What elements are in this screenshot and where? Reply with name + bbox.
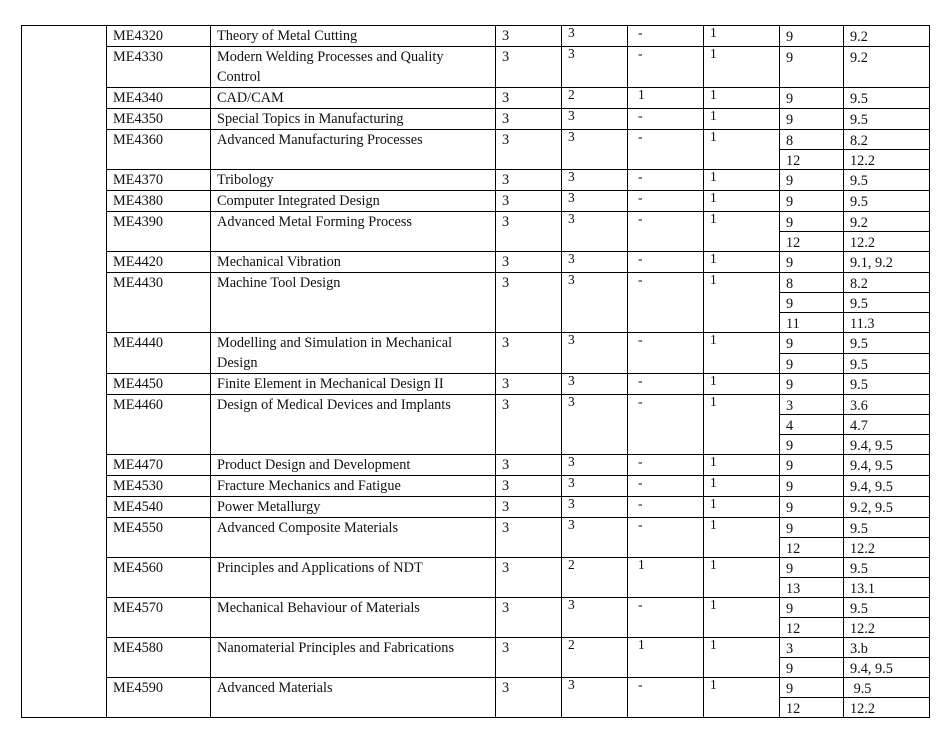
- outcome-cell: 12: [780, 538, 844, 558]
- table-row: [22, 497, 930, 518]
- course-title-cell: Fracture Mechanics and Fatigue: [211, 476, 496, 497]
- indicator-cell: 9.5: [844, 88, 930, 109]
- credits-cell: 3: [496, 598, 562, 638]
- outcome-cell: 12: [780, 698, 844, 718]
- course-code-cell: ME4320: [107, 26, 211, 47]
- course-title-cell: Product Design and Development: [211, 455, 496, 476]
- course-title-cell: Advanced Metal Forming Process: [211, 212, 496, 252]
- leading-blank-cell: [22, 26, 107, 718]
- course-code-cell: ME4390: [107, 212, 211, 252]
- lecture-hours-cell: 3: [562, 395, 628, 455]
- lecture-hours-cell: 2: [562, 638, 628, 678]
- course-code-cell: ME4590: [107, 678, 211, 718]
- course-code-cell: ME4360: [107, 130, 211, 170]
- tutorial-hours-cell: -: [628, 333, 704, 374]
- table-row: [22, 518, 930, 538]
- credits-cell: 3: [496, 26, 562, 47]
- tutorial-hours-cell: -: [628, 374, 704, 395]
- table-row: [22, 170, 930, 191]
- indicator-cell: 3.b: [844, 638, 930, 658]
- credits-cell: 3: [496, 395, 562, 455]
- indicator-cell: 4.7: [844, 415, 930, 435]
- outcome-cell: 9: [780, 252, 844, 273]
- indicator-cell: 9.5: [844, 170, 930, 191]
- practical-hours-cell: 1: [704, 333, 780, 374]
- practical-hours-cell: 1: [704, 678, 780, 718]
- indicator-cell: 9.2, 9.5: [844, 497, 930, 518]
- outcome-cell: 9: [780, 598, 844, 618]
- indicator-cell: 11.3: [844, 313, 930, 333]
- credits-cell: 3: [496, 455, 562, 476]
- course-code-cell: ME4570: [107, 598, 211, 638]
- table-row: [22, 374, 930, 395]
- outcome-cell: 12: [780, 150, 844, 170]
- credits-cell: 3: [496, 47, 562, 88]
- outcome-cell: 8: [780, 130, 844, 150]
- course-title-cell: Advanced Composite Materials: [211, 518, 496, 558]
- practical-hours-cell: 1: [704, 455, 780, 476]
- tutorial-hours-cell: -: [628, 130, 704, 170]
- credits-cell: 3: [496, 130, 562, 170]
- practical-hours-cell: 1: [704, 88, 780, 109]
- indicator-cell: 9.2: [844, 47, 930, 88]
- lecture-hours-cell: 3: [562, 273, 628, 333]
- outcome-cell: 9: [780, 47, 844, 88]
- course-title-cell: Nanomaterial Principles and Fabrications: [211, 638, 496, 678]
- outcome-cell: 12: [780, 232, 844, 252]
- table-row: [22, 476, 930, 497]
- lecture-hours-cell: 3: [562, 455, 628, 476]
- lecture-hours-cell: 3: [562, 170, 628, 191]
- tutorial-hours-cell: -: [628, 26, 704, 47]
- table-row: [22, 47, 930, 88]
- course-code-cell: ME4540: [107, 497, 211, 518]
- indicator-cell: 12.2: [844, 150, 930, 170]
- course-title-cell: Principles and Applications of NDT: [211, 558, 496, 598]
- outcome-cell: 4: [780, 415, 844, 435]
- indicator-cell: 9.2: [844, 212, 930, 232]
- course-code-cell: ME4450: [107, 374, 211, 395]
- table-row: [22, 395, 930, 415]
- credits-cell: 3: [496, 558, 562, 598]
- course-title-cell: Power Metallurgy: [211, 497, 496, 518]
- outcome-cell: 9: [780, 374, 844, 395]
- credits-cell: 3: [496, 273, 562, 333]
- credits-cell: 3: [496, 678, 562, 718]
- practical-hours-cell: 1: [704, 476, 780, 497]
- tutorial-hours-cell: -: [628, 47, 704, 88]
- table-row: [22, 88, 930, 109]
- practical-hours-cell: 1: [704, 26, 780, 47]
- practical-hours-cell: 1: [704, 212, 780, 252]
- course-code-cell: ME4330: [107, 47, 211, 88]
- course-code-cell: ME4560: [107, 558, 211, 598]
- course-title-cell: CAD/CAM: [211, 88, 496, 109]
- lecture-hours-cell: 3: [562, 109, 628, 130]
- indicator-cell: 9.5: [844, 518, 930, 538]
- credits-cell: 3: [496, 252, 562, 273]
- lecture-hours-cell: 3: [562, 678, 628, 718]
- tutorial-hours-cell: -: [628, 518, 704, 558]
- tutorial-hours-cell: -: [628, 273, 704, 333]
- course-title-cell: Special Topics in Manufacturing: [211, 109, 496, 130]
- lecture-hours-cell: 3: [562, 130, 628, 170]
- credits-cell: 3: [496, 109, 562, 130]
- credits-cell: 3: [496, 88, 562, 109]
- course-code-cell: ME4370: [107, 170, 211, 191]
- outcome-cell: 13: [780, 578, 844, 598]
- outcome-cell: 9: [780, 658, 844, 678]
- table-row: [22, 191, 930, 212]
- outcome-cell: 9: [780, 353, 844, 374]
- indicator-cell: 12.2: [844, 232, 930, 252]
- course-title-cell: Design of Medical Devices and Implants: [211, 395, 496, 455]
- lecture-hours-cell: 2: [562, 88, 628, 109]
- tutorial-hours-cell: -: [628, 170, 704, 191]
- table-row: [22, 598, 930, 618]
- practical-hours-cell: 1: [704, 109, 780, 130]
- tutorial-hours-cell: -: [628, 455, 704, 476]
- practical-hours-cell: 1: [704, 130, 780, 170]
- practical-hours-cell: 1: [704, 518, 780, 558]
- lecture-hours-cell: 3: [562, 497, 628, 518]
- indicator-cell: 9.4, 9.5: [844, 455, 930, 476]
- indicator-cell: 9.5: [844, 109, 930, 130]
- credits-cell: 3: [496, 333, 562, 374]
- practical-hours-cell: 1: [704, 395, 780, 455]
- tutorial-hours-cell: 1: [628, 88, 704, 109]
- tutorial-hours-cell: -: [628, 109, 704, 130]
- credits-cell: 3: [496, 476, 562, 497]
- indicator-cell: 9.4, 9.5: [844, 658, 930, 678]
- course-code-cell: ME4420: [107, 252, 211, 273]
- indicator-cell: 9.4, 9.5: [844, 435, 930, 455]
- credits-cell: 3: [496, 170, 562, 191]
- lecture-hours-cell: 3: [562, 476, 628, 497]
- tutorial-hours-cell: 1: [628, 558, 704, 598]
- course-title-cell: Mechanical Behaviour of Materials: [211, 598, 496, 638]
- indicator-cell: 3.6: [844, 395, 930, 415]
- indicator-cell: 8.2: [844, 273, 930, 293]
- lecture-hours-cell: 2: [562, 558, 628, 598]
- indicator-cell: 9.5: [844, 191, 930, 212]
- lecture-hours-cell: 3: [562, 191, 628, 212]
- table-row: [22, 638, 930, 658]
- course-code-cell: ME4460: [107, 395, 211, 455]
- outcome-cell: 12: [780, 618, 844, 638]
- course-table: [21, 25, 930, 718]
- practical-hours-cell: 1: [704, 598, 780, 638]
- outcome-cell: 9: [780, 678, 844, 698]
- tutorial-hours-cell: -: [628, 476, 704, 497]
- credits-cell: 3: [496, 191, 562, 212]
- outcome-cell: 9: [780, 435, 844, 455]
- outcome-cell: 9: [780, 497, 844, 518]
- tutorial-hours-cell: -: [628, 191, 704, 212]
- lecture-hours-cell: 3: [562, 374, 628, 395]
- course-title-cell: Modern Welding Processes and Quality Control: [211, 47, 496, 88]
- outcome-cell: 9: [780, 293, 844, 313]
- indicator-cell: 12.2: [844, 538, 930, 558]
- course-code-cell: ME4430: [107, 273, 211, 333]
- table-body: [22, 26, 930, 718]
- outcome-cell: 9: [780, 212, 844, 232]
- course-code-cell: ME4470: [107, 455, 211, 476]
- tutorial-hours-cell: -: [628, 497, 704, 518]
- table-row: [22, 109, 930, 130]
- outcome-cell: 3: [780, 395, 844, 415]
- outcome-cell: 9: [780, 88, 844, 109]
- course-code-cell: ME4440: [107, 333, 211, 374]
- course-code-cell: ME4580: [107, 638, 211, 678]
- course-code-cell: ME4550: [107, 518, 211, 558]
- credits-cell: 3: [496, 374, 562, 395]
- outcome-cell: 3: [780, 638, 844, 658]
- course-title-cell: Advanced Materials: [211, 678, 496, 718]
- indicator-cell: 9.5: [844, 558, 930, 578]
- practical-hours-cell: 1: [704, 252, 780, 273]
- practical-hours-cell: 1: [704, 47, 780, 88]
- course-title-cell: Finite Element in Mechanical Design II: [211, 374, 496, 395]
- lecture-hours-cell: 3: [562, 26, 628, 47]
- course-title-cell: Tribology: [211, 170, 496, 191]
- outcome-cell: 9: [780, 455, 844, 476]
- outcome-cell: 9: [780, 333, 844, 354]
- indicator-cell: 9.2: [844, 26, 930, 47]
- table-row: [22, 130, 930, 150]
- course-title-cell: Mechanical Vibration: [211, 252, 496, 273]
- outcome-cell: 8: [780, 273, 844, 293]
- table-row: [22, 333, 930, 354]
- indicator-cell: 13.1: [844, 578, 930, 598]
- indicator-cell: 9.1, 9.2: [844, 252, 930, 273]
- indicator-cell: 9.4, 9.5: [844, 476, 930, 497]
- table-row: [22, 678, 930, 698]
- practical-hours-cell: 1: [704, 170, 780, 191]
- lecture-hours-cell: 3: [562, 47, 628, 88]
- table-row: [22, 273, 930, 293]
- practical-hours-cell: 1: [704, 497, 780, 518]
- indicator-cell: 9.5: [844, 293, 930, 313]
- course-title-cell: Machine Tool Design: [211, 273, 496, 333]
- table-row: [22, 252, 930, 273]
- tutorial-hours-cell: -: [628, 395, 704, 455]
- course-title-cell: Modelling and Simulation in Mechanical Design: [211, 333, 496, 374]
- course-code-cell: ME4340: [107, 88, 211, 109]
- indicator-cell: 9.5: [844, 333, 930, 354]
- course-title-cell: Advanced Manufacturing Processes: [211, 130, 496, 170]
- lecture-hours-cell: 3: [562, 252, 628, 273]
- credits-cell: 3: [496, 518, 562, 558]
- table-row: [22, 26, 930, 47]
- practical-hours-cell: 1: [704, 638, 780, 678]
- practical-hours-cell: 1: [704, 374, 780, 395]
- credits-cell: 3: [496, 212, 562, 252]
- lecture-hours-cell: 3: [562, 212, 628, 252]
- indicator-cell: 9.5: [844, 374, 930, 395]
- indicator-cell: 12.2: [844, 618, 930, 638]
- indicator-cell: 9.5: [844, 353, 930, 374]
- outcome-cell: 9: [780, 558, 844, 578]
- outcome-cell: 9: [780, 26, 844, 47]
- table-row: [22, 212, 930, 232]
- practical-hours-cell: 1: [704, 191, 780, 212]
- table-row: [22, 455, 930, 476]
- course-code-cell: ME4380: [107, 191, 211, 212]
- course-code-cell: ME4350: [107, 109, 211, 130]
- outcome-cell: 9: [780, 170, 844, 191]
- outcome-cell: 9: [780, 476, 844, 497]
- practical-hours-cell: 1: [704, 558, 780, 598]
- indicator-cell: 12.2: [844, 698, 930, 718]
- tutorial-hours-cell: 1: [628, 638, 704, 678]
- indicator-cell: 9.5: [844, 678, 930, 698]
- lecture-hours-cell: 3: [562, 333, 628, 374]
- tutorial-hours-cell: -: [628, 598, 704, 638]
- course-code-cell: ME4530: [107, 476, 211, 497]
- practical-hours-cell: 1: [704, 273, 780, 333]
- table-row: [22, 558, 930, 578]
- indicator-cell: 8.2: [844, 130, 930, 150]
- outcome-cell: 9: [780, 191, 844, 212]
- credits-cell: 3: [496, 638, 562, 678]
- tutorial-hours-cell: -: [628, 212, 704, 252]
- tutorial-hours-cell: -: [628, 678, 704, 718]
- indicator-cell: 9.5: [844, 598, 930, 618]
- lecture-hours-cell: 3: [562, 518, 628, 558]
- tutorial-hours-cell: -: [628, 252, 704, 273]
- course-title-cell: Theory of Metal Cutting: [211, 26, 496, 47]
- course-title-cell: Computer Integrated Design: [211, 191, 496, 212]
- credits-cell: 3: [496, 497, 562, 518]
- outcome-cell: 9: [780, 518, 844, 538]
- outcome-cell: 9: [780, 109, 844, 130]
- lecture-hours-cell: 3: [562, 598, 628, 638]
- outcome-cell: 11: [780, 313, 844, 333]
